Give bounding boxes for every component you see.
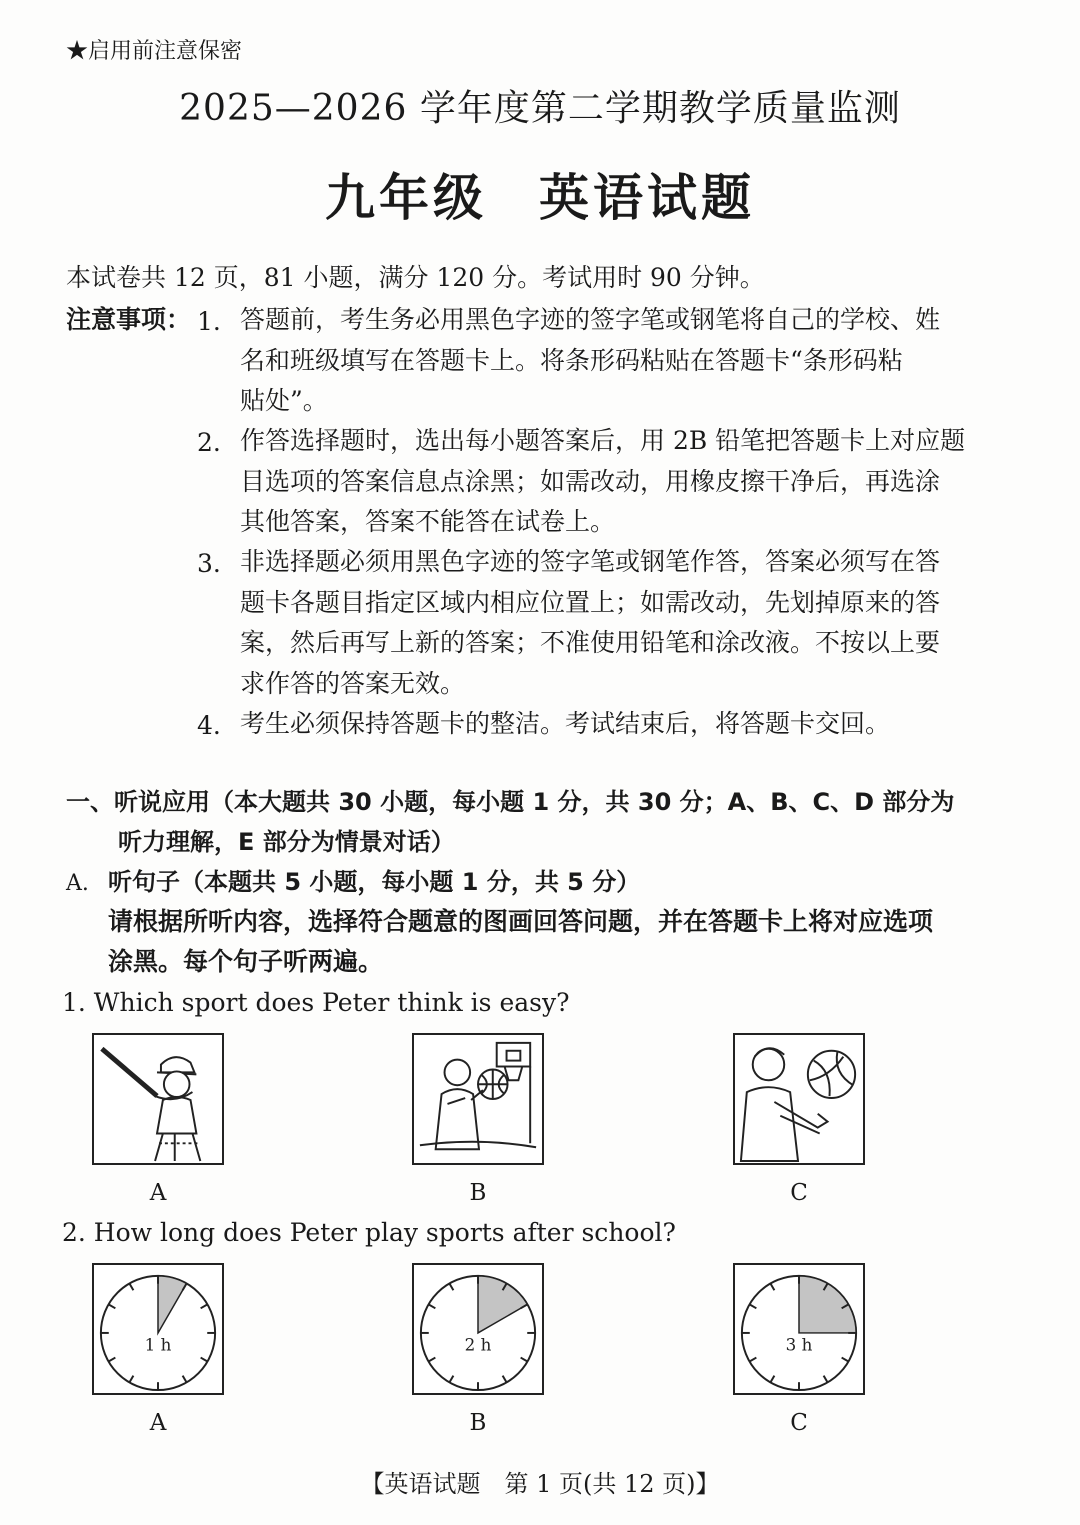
clock-icon [414, 1265, 542, 1393]
note-line: 案，然后再写上新的答案；不准使用铅笔和涂改液。不按以上要 [240, 628, 941, 657]
note-number: 3. [197, 549, 221, 578]
note-number: 2. [197, 428, 221, 457]
exam-intro: 本试卷共 12 页，81 小题，满分 120 分。考试用时 90 分钟。 [66, 263, 765, 292]
option-label: C [790, 1180, 808, 1206]
clock-1h-image [92, 1263, 224, 1395]
clock-3h-image [733, 1263, 865, 1395]
note-line: 作答选择题时，选出每小题答案后，用 2B 铅笔把答题卡上对应题 [240, 426, 966, 455]
question-1-text: 1. Which sport does Peter think is easy? [62, 988, 570, 1017]
exam-title [0, 158, 1080, 230]
clock-icon [94, 1265, 222, 1393]
volleyball-player-image [733, 1033, 865, 1165]
part-a-label: A. [66, 871, 89, 896]
page-footer: 【英语试题 第 1 页(共 12 页)】 [360, 1470, 720, 1498]
note-line: 贴处”。 [240, 386, 328, 415]
clock-label: 1 h [144, 1334, 172, 1355]
baseball-player-image [92, 1033, 224, 1165]
baseball-bat-icon [102, 1049, 157, 1096]
note-item-1 [240, 300, 1030, 422]
exam-heading: 2025—2026 学年度第二学期教学质量监测 [179, 88, 901, 129]
note-line: 名和班级填写在答题卡上。将条形码粘贴在答题卡“条形码粘 [240, 345, 903, 375]
clock-label: 2 h [464, 1334, 492, 1355]
note-line: 目选项的答案信息点涂黑；如需改动，用橡皮擦干净后，再选涂 [240, 466, 941, 496]
title-grade: 九年级 [325, 169, 487, 227]
clock-label: 3 h [785, 1334, 813, 1355]
section-heading-line2: 听力理解，E 部分为情景对话） [118, 828, 455, 856]
note-item-3 [240, 542, 1030, 704]
question-2-text: 2. How long does Peter play sports after school? [62, 1218, 676, 1247]
note-line: 答题前，考生务必用黑色字迹的签字笔或钢笔将自己的学校、姓 [240, 305, 941, 334]
part-a-title: 听句子（本题共 5 小题，每小题 1 分，共 5 分） [108, 868, 641, 896]
note-line: 求作答的答案无效。 [240, 668, 466, 698]
title-subject: 英语试题 [539, 169, 755, 227]
part-a-instruction-line2: 涂黑。每个句子听两遍。 [108, 947, 384, 976]
note-line: 考生必须保持答题卡的整洁。考试结束后，将答题卡交回。 [240, 709, 891, 738]
volleyball-icon [808, 1051, 855, 1098]
notes-label: 注意事项： [66, 305, 192, 334]
part-a-instruction-line1: 请根据所听内容，选择符合题意的图画回答问题，并在答题卡上将对应选项 [108, 907, 934, 936]
basketball-player-image [412, 1033, 544, 1165]
note-item-2 [240, 421, 1030, 543]
clock-icon [735, 1265, 863, 1393]
option-label: A [149, 1410, 167, 1436]
note-line: 非选择题必须用黑色字迹的签字笔或钢笔作答，答案必须写在答 [240, 547, 941, 576]
option-label: B [469, 1410, 487, 1436]
section-heading-line1: 一、听说应用（本大题共 30 小题，每小题 1 分，共 30 分；A、B、C、D 部分为 [66, 788, 955, 816]
note-number: 4. [197, 711, 221, 740]
option-label: A [149, 1180, 167, 1206]
clock-2h-image [412, 1263, 544, 1395]
note-line: 其他答案，答案不能答在试卷上。 [240, 507, 616, 536]
note-number: 1. [197, 307, 221, 336]
option-label: C [790, 1410, 808, 1436]
option-label: B [469, 1180, 487, 1206]
confidential-notice: ★启用前注意保密 [66, 39, 243, 64]
note-line: 题卡各题目指定区域内相应位置上；如需改动，先划掉原来的答 [240, 587, 941, 617]
note-item-4 [240, 704, 1030, 745]
